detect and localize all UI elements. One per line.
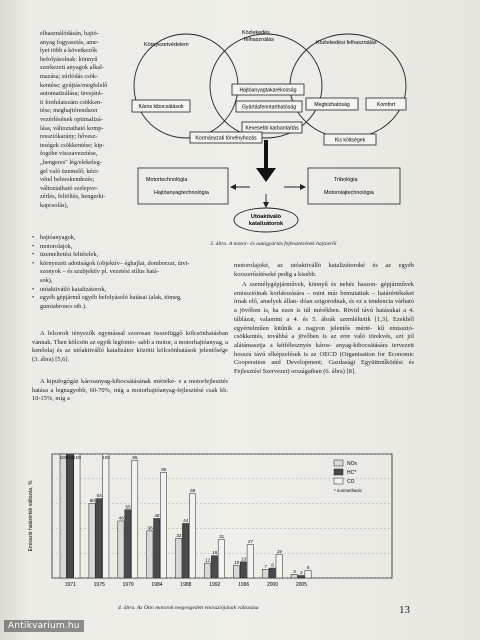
- diagram-box-label: Káros kibocsátások: [138, 104, 184, 110]
- bar-nox: [233, 566, 239, 578]
- motor-tech-label: Motortechnológia: [146, 177, 188, 183]
- diagram-box-label: Gyártásfenntarthatóság: [241, 104, 297, 111]
- bar-value-label: 12: [205, 557, 211, 563]
- y-axis-label: Emisszió határérték változás, %: [28, 480, 34, 552]
- bar-value-label: 7: [264, 563, 267, 569]
- bullet-item: • motorolajok,: [32, 243, 228, 252]
- x-tick-label: 1984: [151, 582, 163, 588]
- figure-4-bar-chart: [22, 448, 418, 608]
- bullet-item-continuation: gumiabroncs stb.).: [40, 302, 87, 310]
- bar-co: [103, 454, 109, 578]
- bar-value-label: 64: [96, 493, 102, 499]
- x-tick-label: 2005: [295, 582, 307, 588]
- circle-label-1: Környezetvédelem: [144, 42, 189, 48]
- right-paragraph-2: A személygépjárművek, könnyű és nehéz haszon- gépjárművek emisszióinak korlátozására – mint már bemutattuk – határértékeket írnak elő, amelyek állan- dóan szigorodnak, és ez a tendencia várható a jövőben is, ha ezen is túl mérékben. Rövid távú hatásukat a 4. táblázat, valamint a 4. és 5. ábrák szemléltetik [1,3]. Ezekből egyértelműen kitűnik a nagyon jelentős mérté- kű emisszió-csökkentés, továbbá a jövőben is az erre való törekvés, ezt jól alátámasztja a kétfélesznyés káros- anyag-kibocsátására tervezett hosszú távú elképzelések is az OECD (Organisation for Economic Cooperation and Development; Gazdasági Együttműködési és Fejlesztési Szervezet) országaiban (6. ábra) [8].: [234, 281, 414, 376]
- bar-value-label: 3: [293, 568, 296, 574]
- bar-value-label: 95: [132, 455, 138, 460]
- catalyst-label-1: Utóaktiváló: [250, 214, 282, 220]
- circle-usage: [290, 34, 406, 138]
- left-column-line: automatizálása; üresjárá-: [40, 90, 103, 98]
- tribology-label: Tribológia: [334, 177, 358, 183]
- tribology-box: [308, 168, 400, 204]
- left-column-line: ti fordulatszám csökken-: [40, 98, 103, 106]
- left-column-line: „hengeres" lég/elekeleg-: [40, 158, 102, 166]
- bar-value-label: 100: [102, 455, 110, 460]
- x-tick-label: 1996: [238, 582, 250, 588]
- catalyst-ellipse: [234, 208, 298, 232]
- bar-value-label: 31: [219, 534, 225, 540]
- bar-co: [74, 454, 80, 578]
- bar-nox: [60, 454, 66, 578]
- page-number: 13: [399, 604, 410, 616]
- diagram-box-label: Megbízhatóság: [314, 102, 350, 108]
- diagram-boxes: [132, 84, 406, 145]
- oil-tech-label: Motorolajtechnológia: [324, 190, 374, 196]
- left-paragraph-1: A felsorolt tényezők egymással szorosan összefüggő kölcsönhatásban vannak. Then kölcsön az egyik legfonto- sabb a motor, a motorhajtóanyag, a kenőolaj és az utóaktiválló katalizátor közötti kölcsönhatások jelentősége (3. ábra) [5,6].: [32, 330, 228, 364]
- bar-value-label: 60: [89, 498, 95, 504]
- left-column-line: elhasználódásán, hajtó-: [40, 30, 99, 37]
- bar-value-label: 48: [154, 512, 160, 518]
- figure-3-diagram: [128, 22, 414, 244]
- left-column-line: zérlés, feltöltés, hengerki-: [40, 193, 106, 201]
- right-paragraph-1: motorolajoké, az utóaktiválló katalizátoroké és az egyéb korszerűsítéseké pedig a kisebb.: [234, 262, 414, 278]
- motor-tech-box: [138, 168, 228, 204]
- down-arrowhead: [256, 168, 276, 182]
- diagram-box-label: Komfort: [376, 102, 396, 108]
- bullet-item: • utóaktivátló katalizátorok,: [32, 286, 228, 295]
- bar-nox: [204, 563, 210, 578]
- bar-co: [276, 554, 282, 578]
- watermark: Antikvarium.hu: [4, 620, 84, 632]
- bar-value-label: 55: [125, 504, 131, 510]
- left-column-line: vétel beleeskendezés;: [40, 176, 95, 184]
- bar-co: [132, 460, 138, 578]
- bar-hc: [269, 568, 275, 578]
- left-column-line: kapcsolás),: [40, 201, 69, 209]
- bar-value-label: 2: [300, 570, 303, 576]
- bar-value-label: 68: [190, 488, 196, 494]
- figure-3-caption: 3. ábra. A motor- és autógyártás fejlesztésének hajtóerői: [210, 241, 337, 247]
- diagram-box-label: Kevesebb karbantartás: [245, 125, 299, 132]
- bar-value-label: 13: [241, 556, 247, 562]
- figure-4-caption: 4. ábra. Az Otto motorok megengedett emissziójának változása: [118, 605, 259, 611]
- left-column-line: változtatható szelepve-: [40, 184, 98, 192]
- bullet-list: [32, 234, 228, 311]
- circle-label-3: Közlekedési felhasználás: [316, 40, 377, 46]
- left-column-line: tése; meghajtórendszer: [40, 107, 98, 115]
- left-text-column: [40, 30, 124, 210]
- bar-co: [247, 545, 253, 578]
- left-paragraph-2: A kipufogógáz károsanyag-kibocsátásának mértéké- e a motorfejlesztés hatása a legnagyobb, 60-70%, míg a motorhajtóanyag-fejlesztésé csak kb. 10-15%, míg a: [32, 378, 228, 403]
- bar-value-label: 6: [307, 565, 310, 571]
- left-column-line: befolyásolnak: könnyű: [40, 55, 98, 63]
- bar-value-label: 100: [73, 455, 82, 460]
- bar-hc: [211, 556, 217, 578]
- circle-label-2a: Közlekedés: [242, 30, 270, 36]
- diagram-box-label: Kormányzati törvényhozás: [195, 135, 257, 142]
- left-column-line: kentése; gyújtás/megfelelő: [40, 81, 108, 89]
- x-tick-label: 1971: [64, 582, 76, 588]
- fuel-tech-label: Hajtóanyagtechnológia: [154, 190, 209, 196]
- bar-value-label: 44: [183, 517, 189, 523]
- bar-nox: [89, 504, 95, 578]
- bullet-item: • üzemeltetési feltételek,: [32, 251, 228, 260]
- bar-hc: [182, 523, 188, 578]
- left-column-line: anyag fogyasztás, ame-: [40, 38, 99, 46]
- x-tick-label: 1988: [180, 582, 192, 588]
- bullet-item-continuation: szonyok – és szubjektív pl. vezetési stílus hatá-: [40, 268, 159, 276]
- bar-hc: [154, 518, 160, 578]
- legend-note: * nonmethanic: [334, 488, 363, 493]
- x-tick-label: 2000: [266, 582, 279, 588]
- diagram-box-label: Kis költségek: [334, 137, 366, 144]
- bar-nox: [118, 521, 124, 578]
- left-column-line: vezérlésének optimalizá-: [40, 115, 103, 123]
- legend-label: CO: [347, 479, 355, 485]
- bar-nox: [176, 538, 182, 578]
- left-column-line: gel való üzemelő; kézi-: [40, 167, 99, 175]
- bullet-item: • egyéb gépjármű egyéb befolyásoló hatásai (alak, tömeg,: [32, 294, 228, 303]
- bar-value-label: 27: [247, 539, 254, 545]
- left-column-line: ressziókarány; hővesz-: [40, 133, 98, 141]
- bar-value-label: 10: [234, 560, 240, 566]
- left-column-line: szerkezeti anyagok alkal-: [40, 64, 104, 72]
- bar-value-label: 19: [276, 548, 282, 554]
- catalyst-label-2: katalizátorok: [248, 221, 284, 227]
- bar-value-label: 100: [66, 455, 75, 460]
- bar-value-label: 32: [176, 532, 182, 538]
- bar-nox: [262, 569, 268, 578]
- circle-label-2b: felhasználás: [244, 37, 274, 43]
- legend-label: HC*: [347, 470, 357, 476]
- bar-co: [305, 571, 311, 578]
- bar-co: [160, 473, 166, 578]
- bar-value-label: 8: [271, 562, 274, 568]
- legend-swatch: [334, 460, 343, 466]
- bar-value-label: 100: [59, 455, 68, 460]
- bar-value-label: 38: [147, 525, 153, 531]
- legend-swatch: [334, 478, 343, 484]
- x-tick-label: 1975: [93, 582, 105, 588]
- bar-hc: [240, 562, 246, 578]
- bullet-item: • hajtóanyagok,: [32, 234, 228, 243]
- legend-label: NOx: [347, 461, 357, 467]
- bar-nox: [291, 574, 297, 578]
- bar-co: [218, 540, 224, 578]
- x-tick-label: 1992: [209, 582, 221, 588]
- bullet-item: • környezeti adottságok (objektív– éghajlat, domborzat, útvi-: [32, 260, 228, 269]
- bar-nox: [147, 531, 153, 578]
- bar-hc: [96, 499, 102, 578]
- left-column-line: mazása; súrlódás csök-: [40, 72, 99, 80]
- legend-swatch: [334, 469, 343, 475]
- bar-co: [189, 494, 195, 578]
- left-column-line: lyet több a következők: [40, 47, 98, 55]
- left-column-line: fogóbe visszavezetése,: [40, 150, 98, 158]
- bullet-item-continuation: sok),: [40, 276, 53, 284]
- x-tick-label: 1979: [122, 582, 134, 588]
- left-column-line: lása, változtatható komp-: [40, 124, 104, 132]
- bar-hc: [125, 510, 131, 578]
- diagram-box-label: Hajtóanyagtakarékosság: [239, 87, 297, 94]
- bar-hc: [298, 576, 304, 578]
- circle-environment: [134, 34, 238, 138]
- bar-value-label: 18: [212, 550, 218, 556]
- bar-value-label: 85: [161, 467, 167, 473]
- left-column-line: teségek csökkentése; kip-: [40, 141, 105, 149]
- bar-value-label: 46: [118, 515, 124, 521]
- bar-hc: [67, 454, 73, 578]
